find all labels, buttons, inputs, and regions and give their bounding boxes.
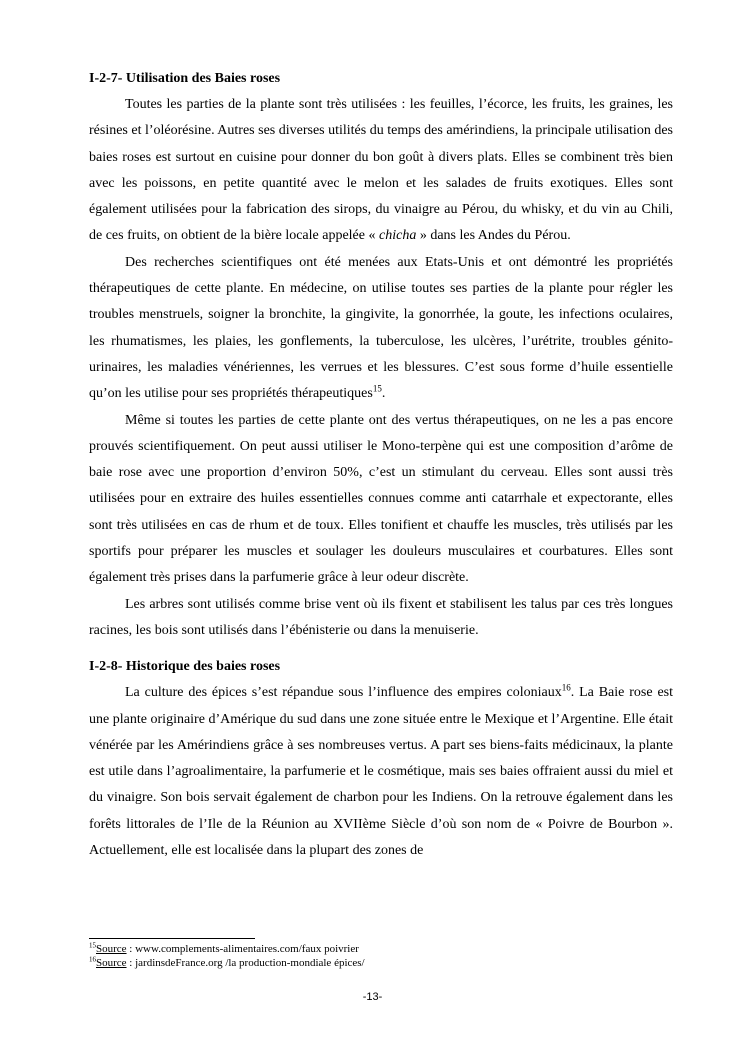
paragraph-utilisation-2 (89, 250, 673, 408)
paragraph-text: Des recherches scientifiques ont été menées aux Etats-Unis et ont démontré les propriétés thérapeutiques de cette plante. En médecine, on utilise toutes ses parties de la plante pour régler les troubles menstruels, soigner la bronchite, la gingivite, la gonorrhée, la goute, les infections oculaires, les rhumatismes, les plaies, les gonflements, la tuberculose, les ulcères, l’urétrite, troubles génito-urinaires, les maladies vénériennes, les verrues et les blessures. C’est sous forme d’huile essentielle qu’on les utilise pour ses propriétés thérapeutiques (89, 254, 673, 402)
page-number: -13- (362, 991, 383, 1003)
footnote-15 (89, 942, 673, 956)
footnote-number: 15 (89, 941, 96, 950)
footnote-number: 16 (89, 955, 96, 964)
paragraph-text: La culture des épices s’est répandue sous l’influence des empires coloniaux (125, 685, 562, 701)
footnote-separator (89, 938, 255, 939)
italic-term-chicha: chicha (379, 228, 417, 244)
paragraph-text: » dans les Andes du Pérou. (416, 228, 571, 244)
paragraph-text: . La Baie rose est une plante originaire d’Amérique du sud dans une zone située entre le Mexique et l’Argentine. Elle était vénérée par les Amérindiens grâce à ses nombreuses vertus. A part ses biens-faits médicinaux, la plante est utile dans l’agroalimentaire, la parfumerie et le cosmétique, mais ses baies offraient aussi du miel et du vinaigre. Son bois servait également de charbon pour les Indiens. On la retrouve également dans les forêts littorales de l’Ile de la Réunion au XVIIème Siècle d’où son nom de « Poivre de Bourbon ». Actuellement, elle est localisée dans la plupart des zones de (89, 685, 673, 859)
section-heading-historique: I-2-8- Historique des baies roses (89, 659, 281, 675)
footnote-ref-16: 16 (561, 682, 571, 693)
paragraph-text: Toutes les parties de la plante sont très utilisées : les feuilles, l’écorce, les fruits, les graines, les résines et l’oléorésine. Autres ses diverses utilités du temps des amérindiens, la principale utilisation des baies roses est surtout en cuisine pour donner du bon goût à divers plats. Elles se combinent très bien avec les poissons, en petite quantité avec le melon et les salades de fruits exotiques. Elles sont également utilisées pour la fabrication des sirops, du vinaigre au Pérou, du whisky, et du vin au Chili, de ces fruits, on obtient de la bière locale appelée « (89, 97, 673, 244)
paragraph-utilisation-4: Les arbres sont utilisés comme brise vent où ils fixent et stabilisent les talus par ces très longues racines, les bois sont utilisés dans l’ébénisterie ou dans la menuiserie. (89, 596, 673, 638)
paragraph-utilisation-1 (89, 92, 673, 250)
footnote-16 (89, 956, 673, 970)
document-body (89, 66, 673, 864)
paragraph-utilisation-3: Même si toutes les parties de cette plante ont des vertus thérapeutiques, on ne les a pas encore prouvés scientifiquement. On peut aussi utiliser le Mono-terpène qui est une composition d’arôme de baie rose avec une proportion d’environ 50%, c’est un stimulant du cerveau. Elles sont aussi très utilisées pour en extraire des huiles essentielles connues comme anti catarrhale et expectorante, elles sont très utilisées en cas de rhum et de toux. Elles tonifient et chauffe les muscles, très utilisés par les sportifs pour préparer les muscles et soulager les douleurs musculaires et courbatures. Elles sont également très prises dans la parfumerie grâce à leur odeur discrète. (89, 412, 673, 586)
footnote-ref-15: 15 (372, 383, 382, 394)
footnote-source-label: Source (96, 943, 127, 955)
footnote-text: : www.complements-alimentaires.com/faux poivrier (126, 943, 359, 955)
section-heading-utilisation: I-2-7- Utilisation des Baies roses (89, 71, 281, 86)
paragraph-text: . (381, 386, 386, 402)
footnote-text: : jardinsdeFrance.org /la production-mondiale épices/ (126, 957, 365, 969)
footnotes (89, 938, 673, 970)
paragraph-historique-1 (89, 680, 673, 864)
footnote-source-label: Source (96, 957, 127, 969)
